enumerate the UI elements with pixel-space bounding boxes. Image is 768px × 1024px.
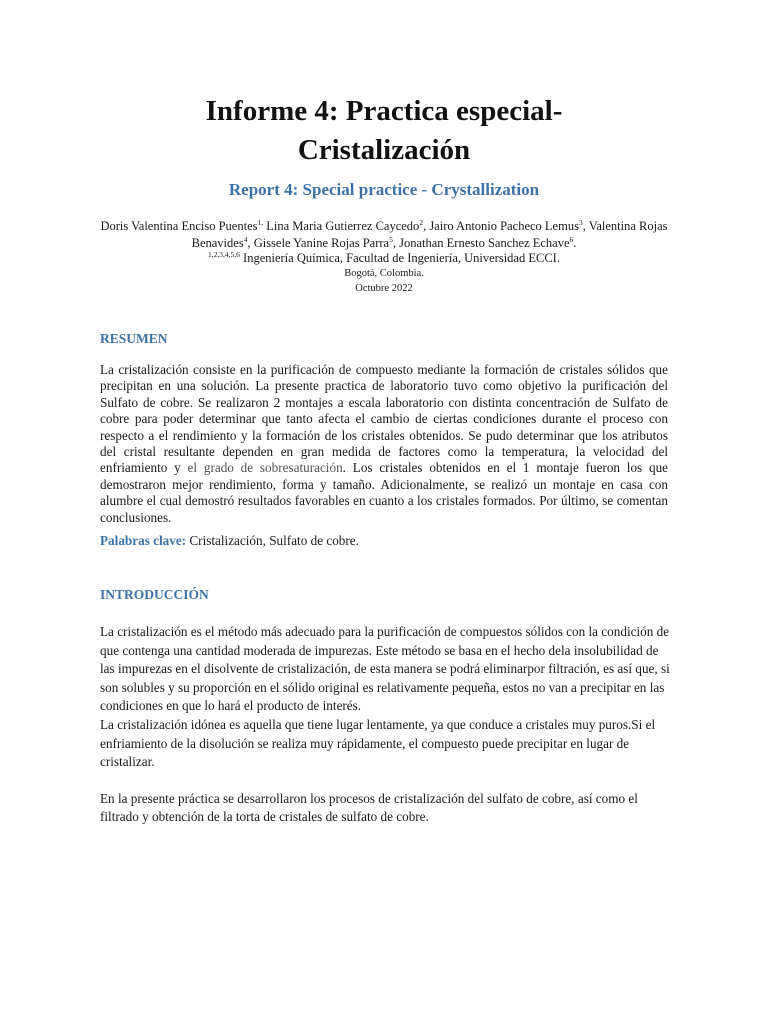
intro-paragraph-1: La cristalización es el método más adecuado para la purificación de compuestos sólidos con la condición de que contenga una cantidad moderada de impurezas. Este método se basa en el hecho dela insolubilidad de las impurezas en el disolvente de cristalización, de esta manera se podrá eliminarpor filtración, es así que, si son solubles y su proporción en el sólido original es relativamente pequeña, estos no van a precipitar en las condiciones en que lo hará el producto de interés.: [100, 624, 670, 714]
paper-title-line-1: Informe 4: Practica especial-: [205, 95, 563, 127]
author-sup: 3: [578, 217, 583, 227]
resumen-text-1: La cristalización consiste en la purificación de compuesto mediante la formación de cristales sólidos que precipitan en una solución. La presente practica de laboratorio tuvo como objetivo la purificación del Sulfato de cobre. Se realizaron 2 montajes a escala laboratorio con distinta concentración de Sulfato de cobre para poder determinar que tanto afecta el cambio de ciertas condiciones durante el proceso con respecto a el rendimiento y la formación de los cristales obtenidos. Se pudo determinar que los atributos del cristal resultante dependen en gran medida de factores como la temperatura, la velocidad del enfriamiento y: [100, 362, 668, 476]
date: Octubre 2022: [355, 283, 413, 294]
location: Bogotá, Colombia.: [344, 268, 424, 279]
author-name: Valentina Rojas Benavides: [191, 219, 668, 250]
author-sup: 4: [243, 234, 248, 244]
affiliation: [0, 251, 768, 266]
resumen-text-highlight: el grado de sobresaturación: [187, 460, 343, 476]
keywords-label: Palabras clave:: [100, 533, 187, 548]
affiliation-text: Ingeniería Química, Facultad de Ingeniería, Universidad ECCI.: [243, 251, 560, 265]
author-sup: 6: [569, 234, 574, 244]
author-list: Doris Valentina Enciso Puentes$^{1,}$ Lina Maria Gutierrez Caycedo$^2$, Jairo Antonio Pacheco Lemus$^3$, Valentina Rojas Benavides$^4$, Gissele Yanine Rojas Parra$^5$, Jonathan Ernesto Sanchez Echave$^6$.: [100, 217, 668, 250]
affiliation-sup: 1,2,3,4,5,6: [208, 249, 240, 259]
intro-paragraph-3: En la presente práctica se desarrollaron los procesos de cristalización del sulfato de cobre, así como el filtrado y obtención de la torta de cristales de sulfato de cobre.: [100, 790, 638, 825]
author-sup: 1,: [257, 217, 264, 227]
author-sup: 5: [389, 234, 393, 244]
author-name: Jairo Antonio Pacheco Lemus: [429, 219, 579, 233]
intro-heading: INTRODUCCIÓN: [100, 587, 209, 602]
intro-body: [100, 623, 670, 827]
author-name: Lina Maria Gutierrez Caycedo: [266, 219, 420, 233]
keywords-text: Cristalización, Sulfato de cobre.: [186, 533, 359, 548]
resumen-heading: RESUMEN: [100, 331, 168, 346]
intro-paragraph-2: La cristalización idónea es aquella que tiene lugar lentamente, ya que conduce a cristales muy puros.Si el enfriamiento de la disolución se realiza muy rápidamente, el compuesto puede precipitar en lugar de cristalizar.: [100, 716, 656, 770]
author-sup: 2: [419, 217, 424, 227]
resumen-paragraph: [100, 362, 668, 526]
paper-title: [0, 92, 768, 170]
author-name: Jonathan Ernesto Sanchez Echave: [399, 236, 570, 250]
paper-subtitle: Report 4: Special practice - Crystallization: [228, 180, 540, 199]
author-name: Doris Valentina Enciso Puentes: [100, 219, 258, 233]
resumen-text-2: . Los cristales obtenidos en el 1 montaje fueron los que demostraron mejor rendimiento, forma y tamaño. Adicionalmente, se realizó un montaje en casa con alumbre el cual demostró resultados favorables en cuanto a los cristales formados. Por último, se comentan conclusiones.: [100, 460, 669, 525]
author-name: Gissele Yanine Rojas Parra: [253, 236, 390, 250]
keywords-line: [100, 533, 668, 549]
paper-title-line-2: Cristalización: [297, 134, 471, 166]
